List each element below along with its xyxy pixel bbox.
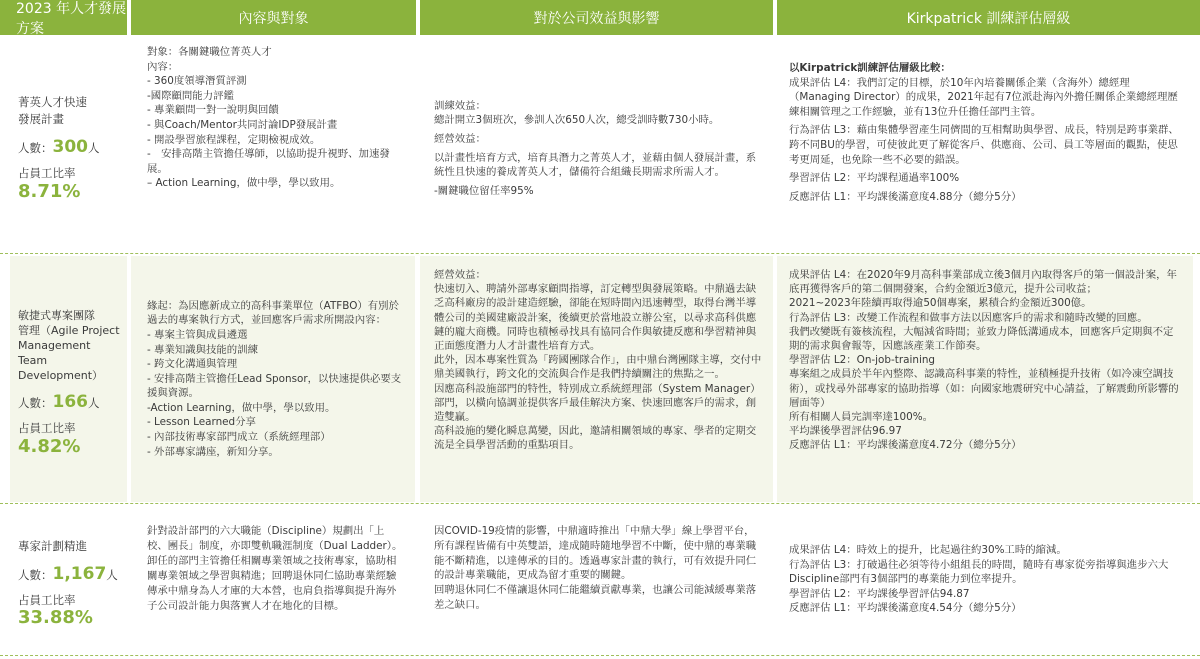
kirkpatrick-line: 行為評估 L3：改變工作流程和做事方法以因應客戶的需求和隨時改變的回應。	[789, 311, 1148, 324]
content-line: - 安排高階主管擔任Lead Sponsor，以快速提供必要支援與資源。	[147, 372, 402, 400]
benefit-line: 因COVID-19疫情的影響，中鼎適時推出「中鼎大學」線上學習平台，所有課程皆備有中英雙語，達成隨時隨地學習不中斷，使中鼎的專業職能不斷精進，以達傳承的目的。透過專家計畫的執行，可有效提升同仁的設計專業職能，更成為留才重要的關鍵。	[434, 525, 757, 582]
benefit-line: -關鍵職位留任率95%	[434, 184, 534, 197]
headcount: 人數：1,167人	[18, 563, 118, 584]
headcount: 人數：300人	[18, 137, 100, 158]
ratio-value: 4.82%	[18, 435, 81, 457]
row-divider	[0, 253, 1200, 255]
program-cell	[10, 37, 127, 252]
ratio-label: 占員工比率	[18, 592, 76, 607]
kirkpatrick-title: 以Kirpatrick訓練評估層級比較：	[789, 62, 951, 74]
kirkpatrick-line: 行為評估 L3：打破過往必須等待小組組長的時間，隨時有專家從旁指導與進步六大Discipline部門有3個部門的專業能力到位率提升。	[789, 558, 1169, 586]
program-name: 專家計劃精進	[18, 538, 87, 553]
kirkpatrick-line: 我們改變既有簽核流程，大幅減省時間；並致力降低溝通成本，回應客戶定期與不定期的需求與會報等，因應該產業工作節奏。	[789, 325, 1174, 353]
kirkpatrick-cell	[777, 256, 1193, 502]
header-kirkpatrick: Kirkpatrick 訓練評估層級	[777, 0, 1200, 35]
content-line: -國際顧問能力評鑑	[147, 89, 234, 102]
program-name: 敏捷式專案團隊 管理（Agile Project Management Team Development）	[18, 309, 120, 383]
kirkpatrick-line: 平均課後學習評估96.97	[789, 425, 902, 438]
content-line: - Lesson Learned分享	[147, 416, 256, 429]
header-program: 2023 年人才發展方案	[0, 0, 127, 35]
ratio-value: 33.88%	[18, 607, 93, 629]
kirkpatrick-line: 反應評估 L1：平均課後滿意度4.88分（總分5分）	[789, 190, 1022, 203]
kirkpatrick-line: 反應評估 L1：平均課後滿意度4.72分（總分5分）	[789, 439, 1022, 452]
ratio-label: 占員工比率	[18, 421, 76, 435]
kirkpatrick-line: 專案組之成員於半年內整際、認識高科事業的特性，並積極提升技術（如冷凍空調技術），或找尋外部專家的協助指導（如：向國家地震研究中心請益，了解震動所影響的層面等）	[789, 368, 1179, 409]
content-line: - 360度領導潛質評測	[147, 75, 247, 88]
content-line: - 內部技術專家部門成立（系統經理部）	[147, 431, 331, 444]
benefit-line: 總計開立3個班次，參訓人次650人次，總受訓時數730小時。	[434, 114, 720, 127]
benefit-line: 回聘退休同仁不僅讓退休同仁能繼續貢獻專業，也讓公司能減緩專業落差之缺口。	[434, 584, 757, 611]
program-cell	[10, 256, 127, 502]
content-line: - 開設學習旅程課程，定期檢視成效。	[147, 133, 321, 146]
kirkpatrick-line: 學習評估 L2：平均課程通過率100%	[789, 172, 960, 185]
benefit-line: 此外，因本專案性質為「跨國團隊合作」，由中鼎台灣團隊主導，交付中鼎美國執行，跨文化的交流與合作是我們持續關注的焦點之一。	[434, 354, 762, 381]
row-divider	[0, 503, 1200, 505]
program-cell	[10, 506, 127, 653]
benefit-line: 因應高科設施部門的特性，特別成立系統經理部（System Manager）部門，以橫向協調並提供客戶最佳解決方案、快速回應客戶的需求，創造雙贏。	[434, 382, 761, 424]
benefit-cell	[420, 37, 773, 252]
content-line: – Action Learning，做中學，學以致用。	[147, 177, 341, 190]
benefit-line: 以計畫性培育方式，培育具潛力之菁英人才，並藉由個人發展計畫，系統性且快速的養成菁英人才，儲備符合組織長期需求所需人才。	[434, 151, 757, 179]
kirkpatrick-line: 2021~2023年陸續再取得逾50個專案，累積合約金額近300億。	[789, 297, 1092, 310]
benefit-line: 快速切入、聘請外部專家顧問指導，訂定轉型與發展策略。中鼎過去缺乏高科廠房的設計建造經驗，卻能在短時間內迅速轉型，取得台灣半導體公司的美國建廠設計案，後續更於當地設立辦公室，以尋求高科供應鏈的龐大商機。同時也積極尋找具有協同合作與敏捷反應和學習精神與正面態度潛力人才計畫性培育方式。	[434, 283, 757, 353]
kirkpatrick-cell	[777, 37, 1193, 252]
content-line: - 專案主管與成員遴選	[147, 328, 248, 341]
content-line: -Action Learning，做中學，學以致用。	[147, 401, 336, 414]
content-line: - 與Coach/Mentor共同討論IDP發展計畫	[147, 118, 338, 131]
kirkpatrick-cell	[777, 506, 1193, 653]
content-line: 針對設計部門的六大職能（Discipline）規劃出「上校、團長」制度，亦即雙軌職涯制度（Dual Ladder）。卸任的部門主管擔任相關專業領域之技術專家，協助相關專業領域之學習與精進；回聘退休同仁協助專業經驗傳承中鼎身為人才庫的大本營，也肩負指導與提升海外子公司設計能力與落實人才在地化的目標。	[147, 525, 403, 612]
content-line: - 專業顧問一對一說明與回饋	[147, 104, 279, 117]
content-line: 對象：各關鍵職位菁英人才	[147, 46, 272, 58]
content-cell	[131, 506, 415, 653]
headcount: 人數：166人	[18, 392, 100, 413]
content-cell	[131, 256, 415, 502]
ratio-value: 8.71%	[18, 180, 81, 202]
kirkpatrick-line: 反應評估 L1：平均課後滿意度4.54分（總分5分）	[789, 602, 1022, 615]
row-divider	[0, 655, 1200, 657]
header-benefit: 對於公司效益與影響	[420, 0, 773, 35]
benefit-line: 經營效益：	[434, 132, 486, 145]
benefit-line: 訓練效益：	[434, 99, 486, 112]
kirkpatrick-line: 成果評估 L4：在2020年9月高科事業部成立後3個月內取得客戶的第一個設計案，年底再獲得客戶的第二個開發案，合約金額近3億元，提升公司收益；	[789, 269, 1177, 296]
benefit-cell	[420, 506, 773, 653]
benefit-line: 高科設施的變化瞬息萬變，因此，邀請相關領域的專家、學者的定期交流是全員學習活動的重點項目。	[434, 425, 757, 452]
header-content: 內容與對象	[131, 0, 416, 35]
content-line: 內容：	[147, 60, 179, 73]
kirkpatrick-line: 成果評估 L4：時效上的提升，比起過往約30%工時的縮減。	[789, 544, 1067, 557]
kirkpatrick-line: 所有相關人員完訓率達100%。	[789, 411, 934, 424]
content-cell	[131, 37, 415, 252]
benefit-line: 經營效益：	[434, 269, 486, 281]
content-line: - 專業知識與技能的訓練	[147, 343, 258, 356]
content-line: 緣起：為因應新成立的高科事業單位（ATFBO）有別於過去的專案執行方式，並回應客戶需求所開設內容：	[147, 299, 399, 327]
kirkpatrick-line: 學習評估 L2：平均課後學習評估94.87	[789, 587, 970, 600]
kirkpatrick-line: 行為評估 L3：藉由集體學習產生同儕間的互相幫助與學習、成長，特別是跨事業群、跨不同BU的學習，可使彼此更了解從客戶、供應商、公司、員工等層面的觀點，使思考更周延，也免除一些不必要的錯誤。	[789, 124, 1179, 166]
kirkpatrick-line: 成果評估 L4：我們訂定的目標，於10年內培養關係企業（含海外）總經理（Managing Director）的成果，2021年起有7位派赴海內外擔任關係企業總經理歷練相關管理之工作經驗，並有13位升任擔任部門主管。	[789, 76, 1178, 118]
benefit-cell	[420, 256, 773, 502]
content-line: - 安排高階主管擔任導師，以協助提升視野、加速發展。	[147, 148, 390, 175]
content-line: - 跨文化溝通與管理	[147, 358, 238, 371]
kirkpatrick-line: 學習評估 L2：On-job-training	[789, 354, 936, 367]
program-name: 菁英人才快速 發展計畫	[18, 95, 87, 127]
content-line: - 外部專家講座，新知分享。	[147, 445, 279, 458]
ratio-label: 占員工比率	[18, 166, 76, 180]
